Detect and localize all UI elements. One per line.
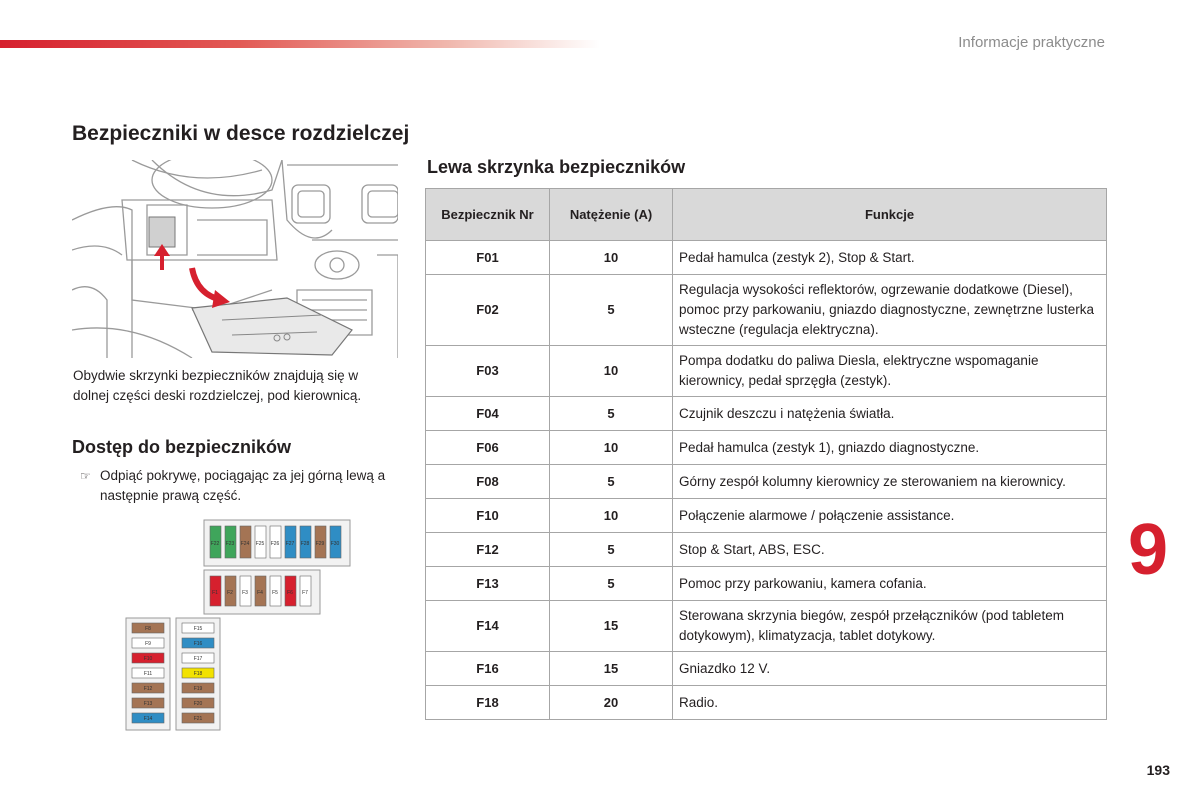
header-fuse-nr: Bezpiecznik Nr — [426, 189, 550, 241]
chapter-number: 9 — [1128, 510, 1169, 590]
fuse-nr: F04 — [426, 397, 550, 431]
fuse-label: F2 — [227, 590, 233, 596]
fuse-column-left — [132, 623, 164, 723]
header-functions: Funkcje — [673, 189, 1107, 241]
fuse-label: F8 — [145, 626, 151, 632]
fuse-box-diagram — [124, 518, 356, 734]
dashboard-illustration — [72, 160, 398, 358]
table-row — [426, 275, 1107, 346]
table-title: Lewa skrzynka bezpieczników — [427, 157, 686, 177]
table-row — [426, 346, 1107, 397]
intro-text: Obydwie skrzynki bezpieczników znajdują się w dolnej części deski rozdzielczej, pod kierownicą. — [73, 368, 362, 403]
step-item — [80, 466, 390, 506]
fuse-nr: F12 — [426, 533, 550, 567]
fuse-label: F14 — [143, 716, 153, 722]
hand-pointer-icon: ☞ — [80, 469, 91, 483]
fuse-label: F28 — [300, 541, 310, 547]
fuse-amperage: 5 — [550, 533, 673, 567]
fuse-nr: F13 — [426, 567, 550, 601]
fuse-column-right — [182, 623, 214, 723]
fuse-label: F10 — [143, 656, 153, 662]
fuse-label: F27 — [285, 541, 295, 547]
fuse-label: F7 — [302, 590, 308, 596]
table-row — [426, 601, 1107, 652]
fuse-amperage: 10 — [550, 431, 673, 465]
fuse-nr: F02 — [426, 275, 550, 346]
step-text: Odpiąć pokrywę, pociągając za jej górną lewą a następnie prawą część. — [100, 468, 386, 503]
fuse-label: F3 — [242, 590, 248, 596]
fuse-nr: F10 — [426, 499, 550, 533]
fuse-nr: F14 — [426, 601, 550, 652]
fuse-nr: F16 — [426, 652, 550, 686]
fuse-label: F11 — [143, 671, 153, 677]
access-title: Dostęp do bezpieczników — [72, 437, 292, 457]
fuse-row-top — [210, 526, 341, 558]
fuse-label: F9 — [145, 641, 151, 647]
fuse-nr: F01 — [426, 241, 550, 275]
table-row — [426, 567, 1107, 601]
fuse-amperage: 5 — [550, 275, 673, 346]
fuse-amperage: 10 — [550, 346, 673, 397]
fuse-label: F30 — [330, 541, 340, 547]
section-label: Informacje praktyczne — [958, 34, 1105, 51]
fuse-nr: F08 — [426, 465, 550, 499]
fuse-label: F19 — [193, 686, 203, 692]
table-row — [426, 465, 1107, 499]
fuse-amperage: 15 — [550, 601, 673, 652]
fuse-label: F29 — [315, 541, 325, 547]
table-row — [426, 686, 1107, 720]
fuse-amperage: 5 — [550, 397, 673, 431]
fuse-nr: F03 — [426, 346, 550, 397]
header-amperage: Natężenie (A) — [550, 189, 673, 241]
fuse-amperage: 10 — [550, 499, 673, 533]
fuse-label: F22 — [210, 541, 220, 547]
fuse-function: Górny zespół kolumny kierownicy ze sterowaniem na kierownicy. — [673, 465, 1107, 499]
table-row — [426, 397, 1107, 431]
fuse-label: F23 — [225, 541, 235, 547]
table-row — [426, 431, 1107, 465]
fuse-nr: F06 — [426, 431, 550, 465]
fuse-label: F25 — [255, 541, 265, 547]
fuse-function: Pedał hamulca (zestyk 1), gniazdo diagnostyczne. — [673, 431, 1107, 465]
page-number: 193 — [1146, 762, 1170, 778]
fuse-label: F5 — [272, 590, 278, 596]
fuse-label: F13 — [143, 701, 153, 707]
fuse-label: F21 — [193, 716, 203, 722]
fuse-label: F18 — [193, 671, 203, 677]
fuse-nr: F18 — [426, 686, 550, 720]
fuse-function: Stop & Start, ABS, ESC. — [673, 533, 1107, 567]
fuse-function: Regulacja wysokości reflektorów, ogrzewanie dodatkowe (Diesel), pomoc przy parkowaniu, gniazdo diagnostyczne, zewnętrzne lusterka wsteczne (regulacja elektryczna). — [673, 275, 1107, 346]
fuse-label: F16 — [193, 641, 203, 647]
fuse-label: F20 — [193, 701, 203, 707]
fuse-function: Czujnik deszczu i natężenia światła. — [673, 397, 1107, 431]
fuse-function: Pompa dodatku do paliwa Diesla, elektryczne wspomaganie kierownicy, pedał sprzęgła (zestyk). — [673, 346, 1107, 397]
fuse-function: Pedał hamulca (zestyk 2), Stop & Start. — [673, 241, 1107, 275]
table-row — [426, 533, 1107, 567]
fuse-label: F4 — [257, 590, 263, 596]
fuse-function: Gniazdko 12 V. — [673, 652, 1107, 686]
table-row — [426, 499, 1107, 533]
fuse-amperage: 5 — [550, 465, 673, 499]
fuse-function: Pomoc przy parkowaniu, kamera cofania. — [673, 567, 1107, 601]
fuse-label: F12 — [143, 686, 153, 692]
fuse-amperage: 5 — [550, 567, 673, 601]
fuse-label: F17 — [193, 656, 203, 662]
fuse-amperage: 20 — [550, 686, 673, 720]
fuse-function: Sterowana skrzynia biegów, zespół przełączników (pod tabletem dotykowym), klimatyzacja, tablet dotykowy. — [673, 601, 1107, 652]
fuse-amperage: 10 — [550, 241, 673, 275]
page-title: Bezpieczniki w desce rozdzielczej — [72, 122, 410, 145]
fuse-amperage: 15 — [550, 652, 673, 686]
fuse-function: Radio. — [673, 686, 1107, 720]
fuse-label: F26 — [270, 541, 280, 547]
table-header-row — [426, 189, 1107, 241]
fuse-table — [425, 188, 1107, 720]
header-accent-bar — [0, 40, 600, 48]
table-row — [426, 241, 1107, 275]
fuse-label: F24 — [240, 541, 250, 547]
fuse-row-middle — [210, 576, 311, 606]
fuse-label: F15 — [193, 626, 203, 632]
fuse-function: Połączenie alarmowe / połączenie assistance. — [673, 499, 1107, 533]
fuse-label: F1 — [212, 590, 218, 596]
table-row — [426, 652, 1107, 686]
fuse-label: F6 — [287, 590, 293, 596]
table-body — [426, 241, 1107, 720]
